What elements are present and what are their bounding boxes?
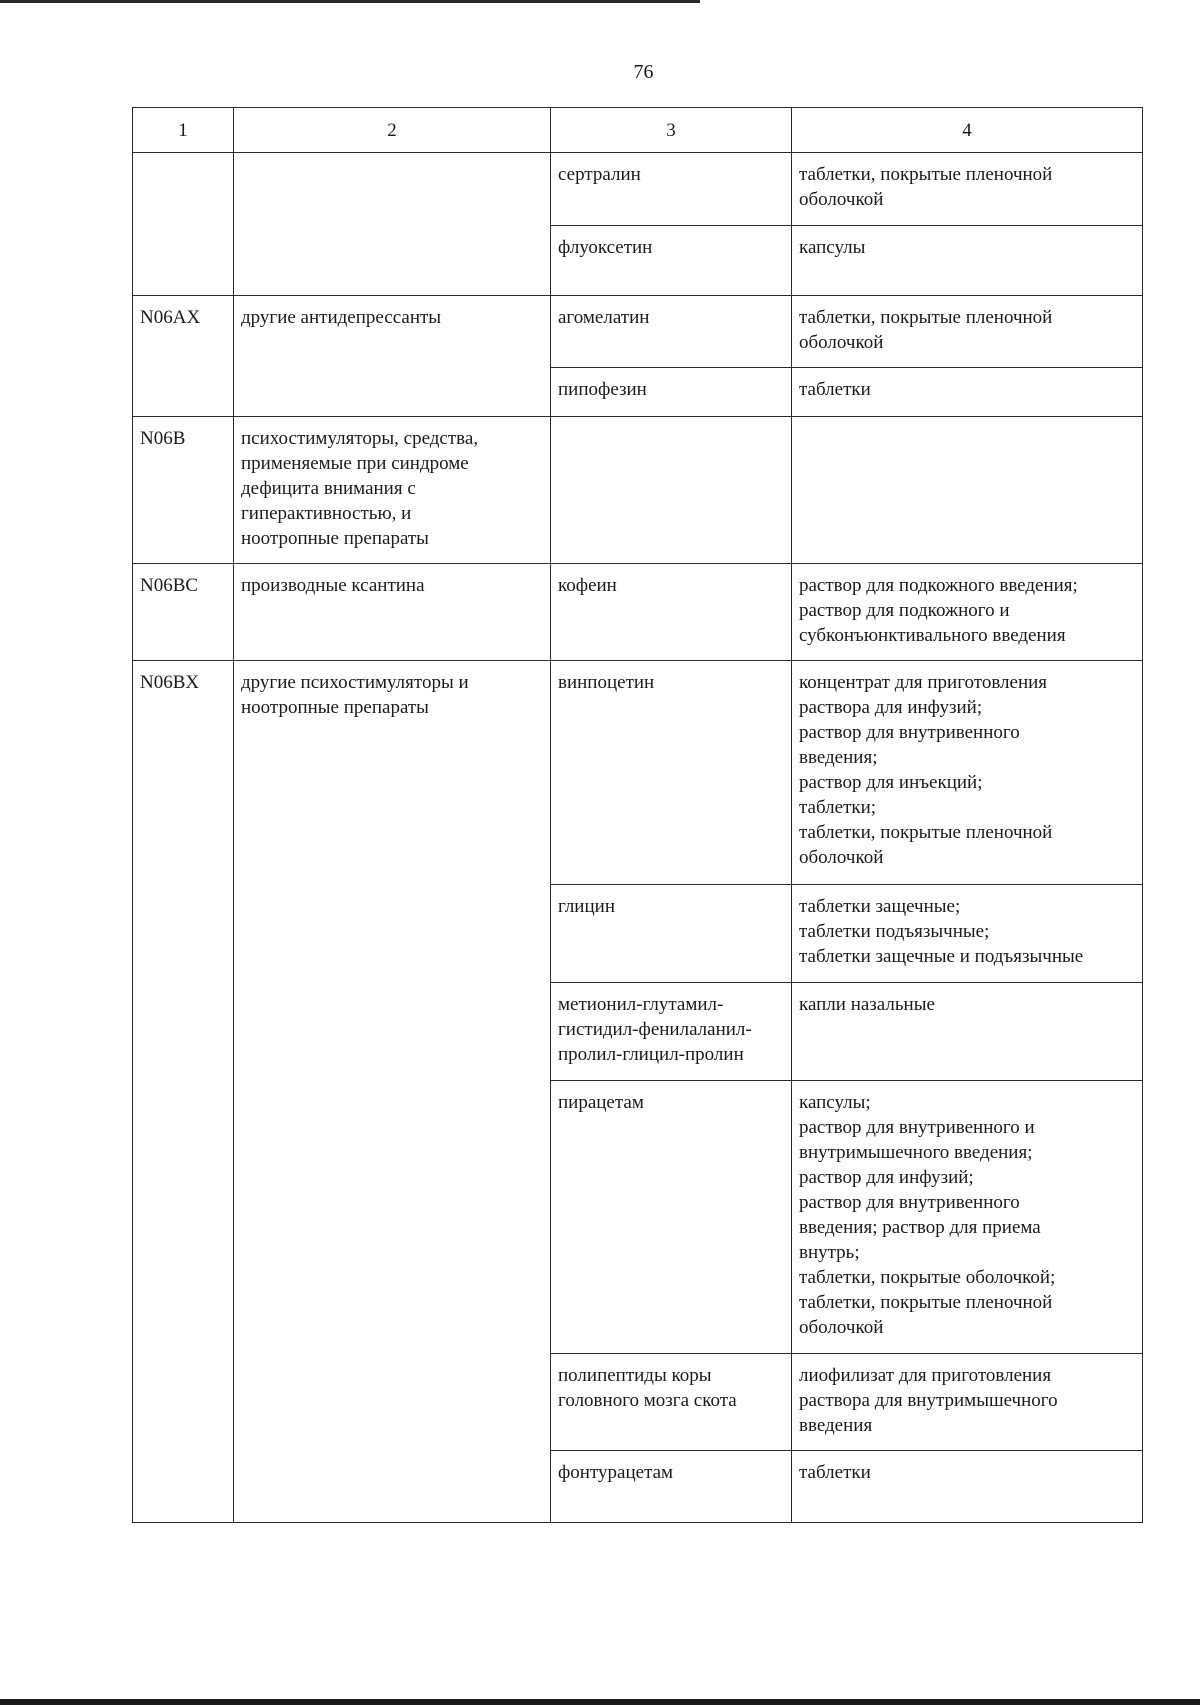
table-row (133, 153, 1143, 226)
form-cell: таблетки, покрытые пленочной оболочкой (792, 296, 1143, 368)
header-col-3: 3 (551, 108, 792, 153)
code-cell: N06B (133, 417, 234, 564)
header-col-4: 4 (792, 108, 1143, 153)
form-cell: таблетки (792, 1451, 1143, 1523)
form-cell: таблетки, покрытые пленочной оболочкой (792, 153, 1143, 226)
drug-cell: сертралин (551, 153, 792, 226)
code-cell: N06BX (133, 661, 234, 1523)
form-cell: концентрат для приготовления раствора для инфузий; раствор для внутривенного введения; раствор для инъекций; таблетки; таблетки, покрытые пленочной оболочкой (792, 661, 1143, 885)
table-row (133, 417, 1143, 564)
group-cell (234, 153, 551, 296)
form-cell: таблетки (792, 368, 1143, 417)
form-cell: лиофилизат для приготовления раствора для внутримышечного введения (792, 1354, 1143, 1451)
page-number: 76 (633, 61, 654, 83)
form-cell (792, 417, 1143, 564)
form-cell: раствор для подкожного введения; раствор для подкожного и субконъюнктивального введения (792, 564, 1143, 661)
table-row (133, 296, 1143, 368)
table-row (133, 564, 1143, 661)
header-col-2: 2 (234, 108, 551, 153)
drug-cell: полипептиды коры головного мозга скота (551, 1354, 792, 1451)
code-cell (133, 153, 234, 296)
form-cell: капсулы (792, 226, 1143, 296)
drug-cell: винпоцетин (551, 661, 792, 885)
drug-cell: пирацетам (551, 1081, 792, 1354)
scan-top-edge (0, 0, 700, 3)
table-header-row (133, 108, 1143, 153)
group-cell: производные ксантина (234, 564, 551, 661)
drug-cell: глицин (551, 885, 792, 983)
code-cell: N06AX (133, 296, 234, 417)
drug-cell: фонтурацетам (551, 1451, 792, 1523)
drug-cell: агомелатин (551, 296, 792, 368)
group-cell: другие психостимуляторы и ноотропные препараты (234, 661, 551, 1523)
form-cell: таблетки защечные; таблетки подъязычные; таблетки защечные и подъязычные (792, 885, 1143, 983)
drug-cell: пипофезин (551, 368, 792, 417)
code-cell: N06BC (133, 564, 234, 661)
form-cell: капли назальные (792, 983, 1143, 1081)
group-cell: другие антидепрессанты (234, 296, 551, 417)
header-col-1: 1 (133, 108, 234, 153)
drug-cell: флуоксетин (551, 226, 792, 296)
group-cell: психостимуляторы, средства, применяемые при синдроме дефицита внимания с гиперактивностью, и ноотропные препараты (234, 417, 551, 564)
table-row (133, 661, 1143, 885)
form-cell: капсулы; раствор для внутривенного и внутримышечного введения; раствор для инфузий; раствор для внутривенного введения; раствор для приема внутрь; таблетки, покрытые оболочкой; таблетки, покрытые пленочной оболочкой (792, 1081, 1143, 1354)
medication-table (132, 107, 1143, 1523)
scan-bottom-edge (0, 1699, 1200, 1705)
drug-cell: метионил-глутамил- гистидил-фенилаланил- пролил-глицил-пролин (551, 983, 792, 1081)
drug-cell: кофеин (551, 564, 792, 661)
drug-cell (551, 417, 792, 564)
